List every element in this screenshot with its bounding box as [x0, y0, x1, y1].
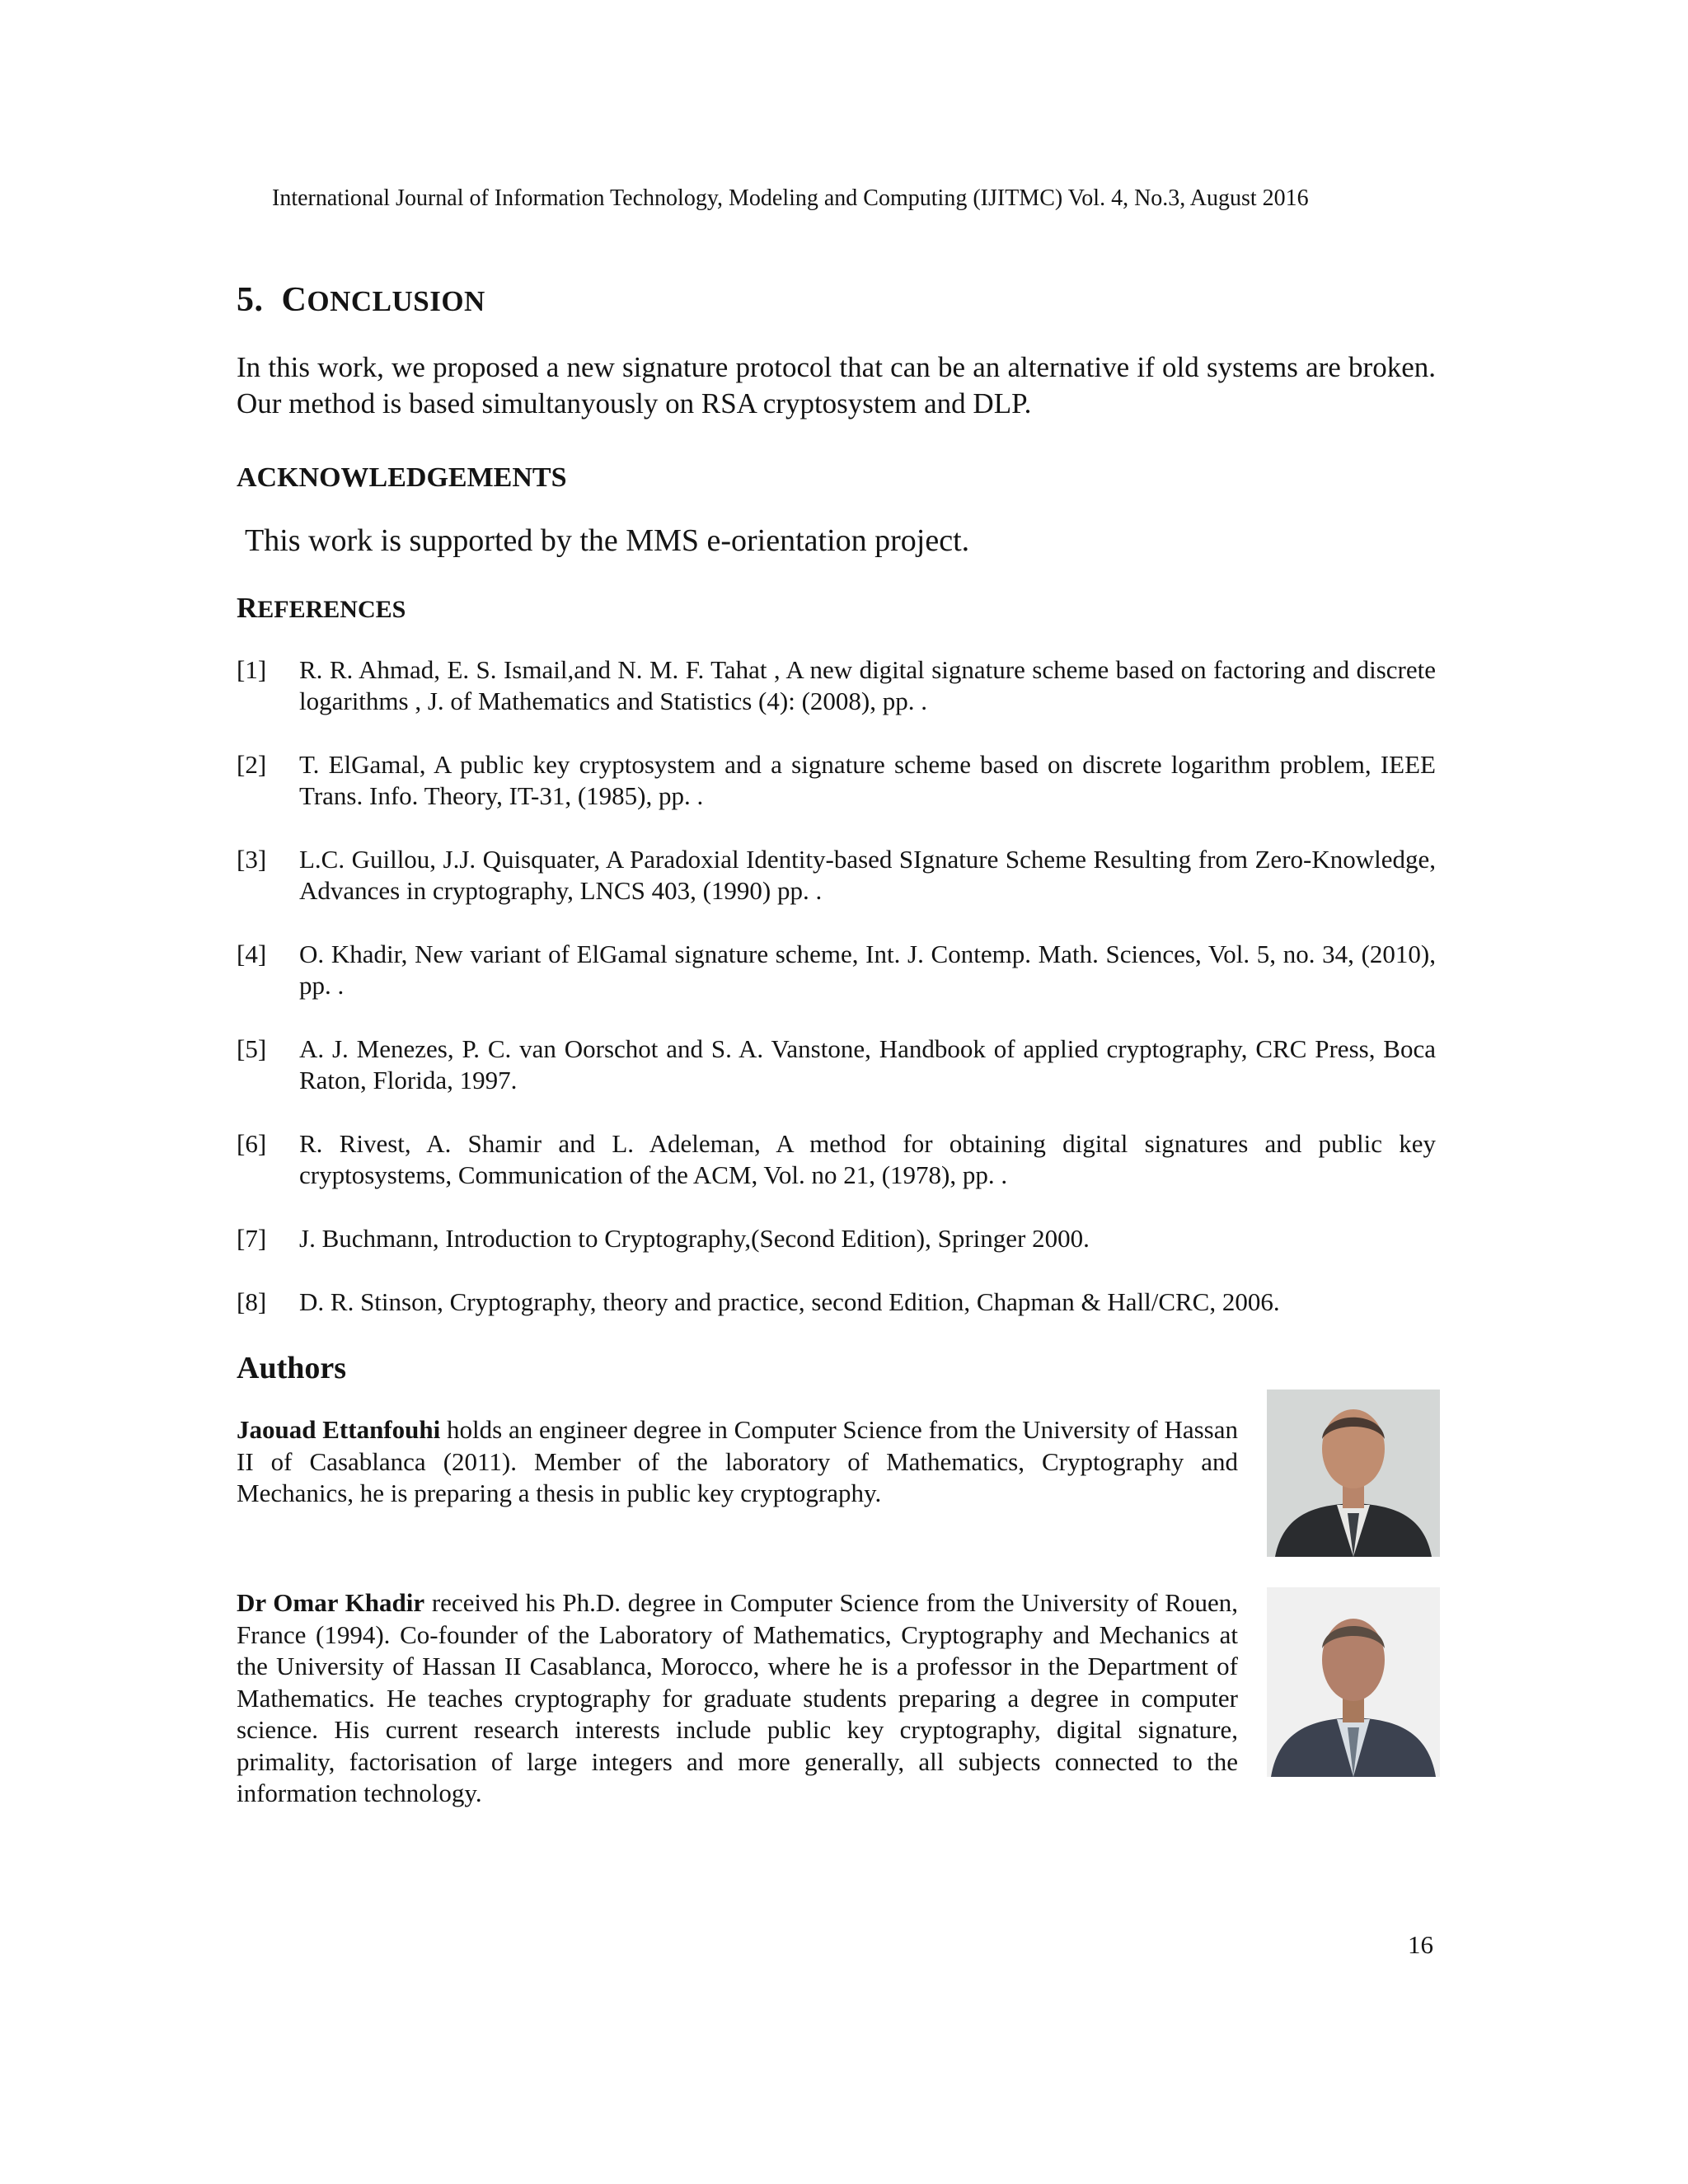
author-entry	[237, 1587, 1436, 1810]
reference-item	[237, 749, 1436, 812]
reference-item	[237, 1286, 1436, 1318]
acknowledgements-heading: ACKNOWLEDGEMENTS	[237, 462, 567, 493]
reference-text: D. R. Stinson, Cryptography, theory and practice, second Edition, Chapman & Hall/CRC, 2006.	[299, 1287, 1280, 1316]
section-number: 5.	[237, 281, 264, 319]
reference-item	[237, 939, 1436, 1001]
reference-number: [3]	[237, 845, 267, 874]
conclusion-heading	[237, 280, 1436, 320]
reference-number: [2]	[237, 750, 267, 779]
reference-number: [5]	[237, 1034, 267, 1063]
reference-text: T. ElGamal, A public key cryptosystem and a signature scheme based on discrete logarithm problem, IEEE Trans. Info. Theory, IT-31, (1985), pp. .	[299, 750, 1436, 810]
heading-rest: EFERENCES	[257, 596, 406, 623]
reference-text: J. Buchmann, Introduction to Cryptography,(Second Edition), Springer 2000.	[299, 1224, 1090, 1253]
author-description: holds an engineer degree in Computer Science from the University of Hassan II of Casablanca (2011). Member of the laboratory of Mathematics, Cryptography and Mechanics, he is preparing a thesis in public key cryptography.	[237, 1415, 1238, 1507]
reference-text: A. J. Menezes, P. C. van Oorschot and S. A. Vanstone, Handbook of applied cryptography, CRC Press, Boca Raton, Florida, 1997.	[299, 1034, 1436, 1094]
reference-item	[237, 844, 1436, 907]
reference-text: R. R. Ahmad, E. S. Ismail,and N. M. F. Tahat , A new digital signature scheme based on factoring and discrete logarithms , J. of Mathematics and Statistics (4): (2008), pp. .	[299, 655, 1436, 715]
reference-text: L.C. Guillou, J.J. Quisquater, A Paradoxial Identity-based SIgnature Scheme Resulting from Zero-Knowledge, Advances in cryptography, LNCS 403, (1990) pp. .	[299, 845, 1436, 905]
page-content	[237, 280, 1436, 1810]
reference-item	[237, 1033, 1436, 1096]
reference-number: [6]	[237, 1129, 267, 1158]
reference-item	[237, 1223, 1436, 1254]
author-description: received his Ph.D. degree in Computer Science from the University of Rouen, France (1994). Co-founder of the Laboratory of Mathematics, Cryptography and Mechanics at the University of Hassan II Casablanca, Morocco, where he is a professor in the Department of Mathematics. He teaches cryptography for graduate students preparing a degree in computer science. His current research interests include public key cryptography, digital signature, primality, factorisation of large integers and more generally, all subjects connected to the information technology.	[237, 1588, 1238, 1807]
author-bio	[237, 1587, 1238, 1810]
reference-item	[237, 654, 1436, 717]
reference-text: O. Khadir, New variant of ElGamal signature scheme, Int. J. Contemp. Math. Sciences, Vol. 5, no. 34, (2010), pp. .	[299, 940, 1436, 1000]
author-entry	[237, 1414, 1436, 1579]
heading-rest: ONCLUSION	[307, 285, 485, 317]
author-bio	[237, 1414, 1238, 1510]
page-number: 16	[1408, 1930, 1433, 1959]
heading-initial: C	[281, 281, 307, 319]
author-name: Dr Omar Khadir	[237, 1588, 425, 1617]
author-name: Jaouad Ettanfouhi	[237, 1415, 441, 1444]
reference-item	[237, 1128, 1436, 1191]
authors-heading: Authors	[237, 1351, 347, 1385]
reference-number: [4]	[237, 940, 267, 968]
running-header: International Journal of Information Technology, Modeling and Computing (IJITMC) Vol. 4, No.3, August 2016	[272, 185, 1309, 211]
reference-number: [8]	[237, 1287, 267, 1316]
acknowledgements-text: This work is supported by the MMS e-orientation project.	[245, 523, 970, 558]
author-photo	[1267, 1587, 1440, 1777]
reference-number: [1]	[237, 655, 267, 684]
references-list	[237, 654, 1436, 1318]
reference-number: [7]	[237, 1224, 267, 1253]
author-photo	[1267, 1390, 1440, 1557]
references-heading	[237, 592, 1436, 626]
heading-initial: R	[237, 592, 258, 624]
conclusion-text: In this work, we proposed a new signature protocol that can be an alternative if old systems are broken. Our method is based simultanyously on RSA cryptosystem and DLP.	[237, 351, 1436, 419]
reference-text: R. Rivest, A. Shamir and L. Adeleman, A method for obtaining digital signatures and public key cryptosystems, Communication of the ACM, Vol. no 21, (1978), pp. .	[299, 1129, 1436, 1189]
